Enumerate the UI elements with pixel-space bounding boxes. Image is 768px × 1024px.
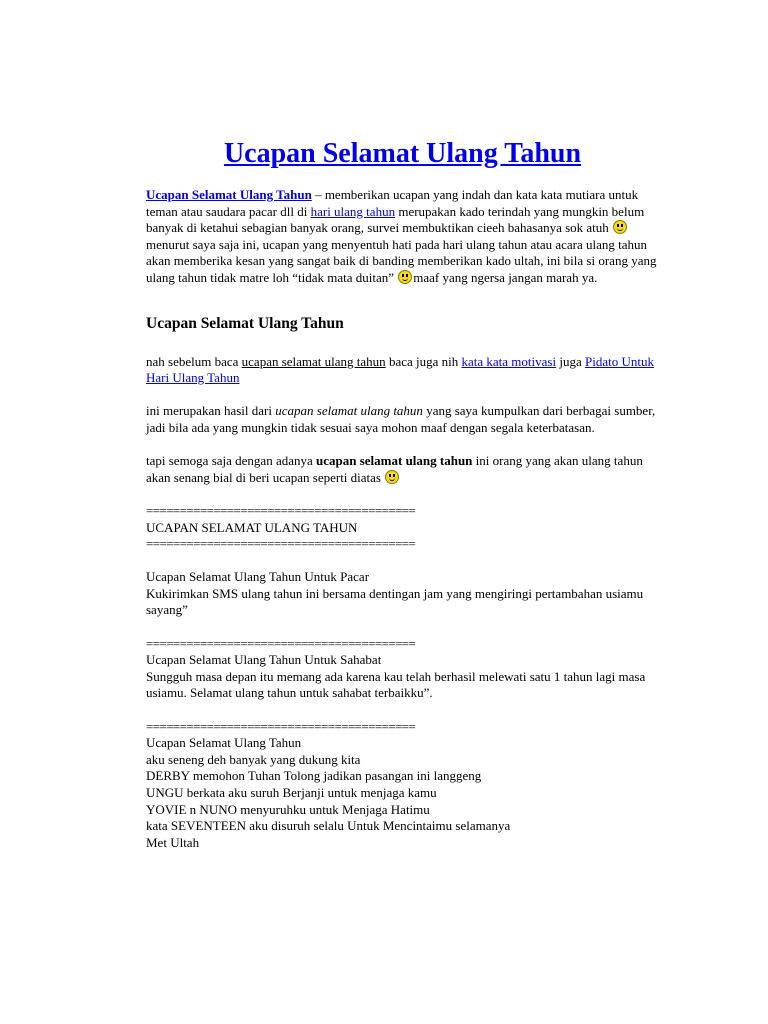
intro-text-2: merupakan kado terindah yang mungkin belum banyak di ketahui sebagian banyak orang, survei membuktikan cieeh bahasanya sok atuh <box>146 203 645 236</box>
block-poem-line: aku seneng deh banyak yang dukung kita <box>146 751 361 767</box>
source-text-2: yang saya kumpulkan dari berbagai sumber, jadi bila ada yang mungkin tidak sesuai saya mohon maaf dengan segala keterbatasan. <box>146 403 656 435</box>
source-text-1: ini merupakan hasil dari <box>146 403 276 419</box>
underlined-phrase: ucapan selamat ulang tahun <box>241 353 386 369</box>
intro-text-3: menurut saya saja ini, ucapan yang menyentuh hati pada hari ulang tahun atau acara ulang tahun akan memberika kesan yang sangat baik di banding memberikan kado ultah, ini bila si orang yang ulang tahun tidak matre loh “tidak mata duitan” <box>146 236 657 285</box>
read-also-paragraph <box>146 354 666 387</box>
page-title <box>0 136 768 172</box>
smiley-icon <box>613 220 627 234</box>
intro-paragraph <box>146 187 666 287</box>
hope-paragraph <box>146 453 666 486</box>
source-paragraph <box>146 403 666 436</box>
read-also-text-1: nah sebelum baca <box>146 353 242 369</box>
hope-text-1: tapi semoga saja dengan adanya <box>146 453 317 469</box>
bold-phrase: ucapan selamat ulang tahun <box>316 453 473 469</box>
block-poem-line: kata SEVENTEEN aku disuruh selalu Untuk Mencintaimu selamanya <box>146 818 511 834</box>
read-also-text-3: juga <box>556 353 585 369</box>
block-poem-line: UNGU berkata aku suruh Berjanji untuk menjaga kamu <box>146 785 437 800</box>
section-heading: Ucapan Selamat Ulang Tahun <box>146 314 344 332</box>
title-link[interactable]: Ucapan Selamat Ulang Tahun <box>223 138 582 169</box>
block-sahabat-title: Ucapan Selamat Ulang Tahun Untuk Sahabat <box>146 652 382 668</box>
hope-text-2: ini orang yang akan ulang tahun akan senang bial di beri ucapan seperti diatas <box>146 453 643 485</box>
block-sahabat-text: Sungguh masa depan itu memang ada karena kau telah berhasil melewati satu 1 tahun lagi masa usiamu. Selamat ulang tahun untuk sahabat terbaikku”. <box>146 668 646 701</box>
hari-ulang-tahun-link[interactable]: hari ulang tahun <box>310 203 396 219</box>
pidato-link[interactable]: Pidato Untuk Hari Ulang Tahun <box>146 353 654 386</box>
block-pacar-text: Kukirimkan SMS ulang tahun ini bersama dentingan jam yang mengiringi pertambahan usiamu sayang” <box>146 585 644 618</box>
block-pacar-title: Ucapan Selamat Ulang Tahun Untuk Pacar <box>146 569 370 585</box>
block-poem-line: YOVIE n NUNO menyuruhku untuk Menjaga Hatimu <box>146 801 430 817</box>
block-poem-line: Met Ultah <box>146 834 200 850</box>
separator-line: ======================================== <box>146 718 416 734</box>
intro-text-1: – memberikan ucapan yang indah dan kata kata mutiara untuk teman atau saudara pacar dll di <box>146 187 639 219</box>
block-poem-title: Ucapan Selamat Ulang Tahun <box>146 735 302 751</box>
smiley-icon <box>398 270 412 284</box>
smiley-icon <box>385 470 399 484</box>
motivasi-link[interactable]: kata kata motivasi <box>461 353 557 369</box>
intro-lead-link[interactable]: Ucapan Selamat Ulang Tahun <box>146 187 312 202</box>
italic-phrase: ucapan selamat ulang tahun <box>275 403 423 419</box>
separator-line: ======================================== <box>146 635 416 651</box>
read-also-text-2: baca juga nih <box>385 353 462 369</box>
intro-text-4: maaf yang ngersa jangan marah ya. <box>413 269 598 285</box>
separator-line: ======================================== <box>146 502 416 518</box>
article-body <box>146 187 666 851</box>
section-header-text: UCAPAN SELAMAT ULANG TAHUN <box>146 519 358 535</box>
separator-line: ======================================== <box>146 536 416 552</box>
block-poem-line: DERBY memohon Tuhan Tolong jadikan pasangan ini langgeng <box>146 768 482 784</box>
